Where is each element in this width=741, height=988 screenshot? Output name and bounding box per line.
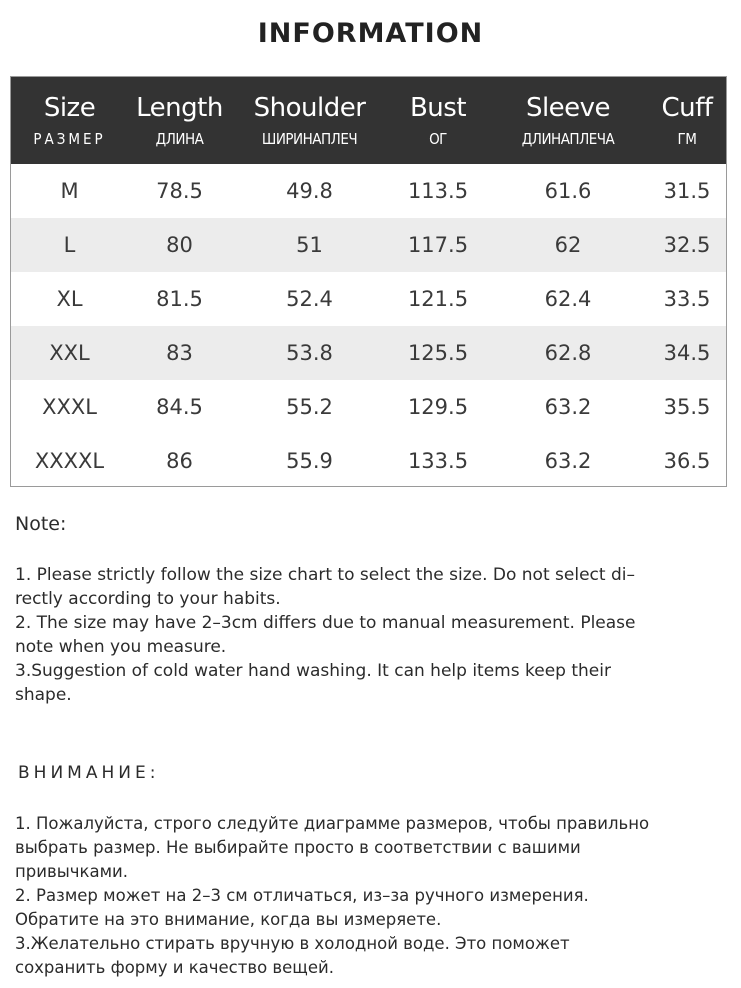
table-row	[11, 434, 726, 487]
ru-note-line: привычками.	[15, 862, 128, 881]
cell-bust: 121.5	[407, 287, 469, 311]
note-line: 2. The size may have 2–3cm differs due to manual measurement. Please	[15, 613, 636, 633]
header-label-en: Bust	[409, 92, 467, 123]
cell-size: XXXL	[42, 395, 97, 419]
ru-note-heading: ВНИМАНИЕ:	[18, 763, 160, 783]
ru-note-line: выбрать размер. Не выбирайте просто в соответствии с вашими	[15, 838, 581, 857]
cell-size: XXXXL	[34, 449, 105, 473]
cell-sleeve: 61.6	[544, 179, 592, 203]
header-label-en: Size	[43, 92, 96, 123]
cell-shoulder: 55.2	[286, 395, 333, 419]
cell-cuff: 34.5	[663, 341, 711, 365]
header-label-en: Shoulder	[253, 92, 366, 123]
table-row	[11, 380, 726, 434]
cell-sleeve: 62.8	[544, 341, 592, 365]
note-heading: Note:	[15, 513, 67, 535]
table-row	[11, 326, 726, 380]
cell-shoulder: 55.9	[286, 449, 333, 473]
table-header	[11, 77, 726, 164]
cell-cuff: 35.5	[663, 395, 711, 419]
cell-sleeve: 62.4	[544, 287, 592, 311]
cell-length: 81.5	[156, 287, 203, 311]
ru-note-line: сохранить форму и качество вещей.	[15, 958, 334, 977]
header-label-ru: ГМ	[677, 129, 697, 148]
cell-cuff: 31.5	[663, 179, 711, 203]
table-row	[11, 164, 726, 218]
cell-shoulder: 49.8	[286, 179, 333, 203]
header-label-ru: ОГ	[429, 129, 447, 148]
header-sleeve	[488, 77, 648, 164]
cell-length: 84.5	[156, 395, 203, 419]
table-row	[11, 272, 726, 326]
cell-sleeve: 63.2	[544, 449, 592, 473]
cell-size: XL	[56, 287, 83, 311]
ru-note-line: Обратите на это внимание, когда вы измеряете.	[15, 910, 442, 929]
cell-size: L	[63, 233, 76, 257]
header-bust	[388, 77, 488, 164]
cell-cuff: 36.5	[663, 449, 711, 473]
header-label-en: Sleeve	[525, 92, 611, 123]
cell-bust: 125.5	[407, 341, 469, 365]
cell-bust: 129.5	[407, 395, 469, 419]
cell-length: 83	[166, 341, 193, 365]
header-size	[11, 77, 128, 164]
size-chart-table	[10, 76, 727, 487]
cell-bust: 133.5	[407, 449, 469, 473]
note-line: note when you measure.	[15, 637, 227, 657]
header-label-ru: ШИРИНАПЛЕЧ	[261, 129, 358, 148]
cell-size: XXL	[49, 341, 90, 365]
table-row	[11, 218, 726, 272]
ru-note-line: 1. Пожалуйста, строго следуйте диаграмме размеров, чтобы правильно	[15, 814, 650, 833]
header-label-ru: ДЛИНА	[155, 129, 204, 148]
cell-cuff: 32.5	[663, 233, 711, 257]
cell-length: 86	[166, 449, 193, 473]
header-label-en: Cuff	[661, 92, 713, 123]
cell-length: 80	[166, 233, 193, 257]
header-label-ru: ДЛИНАПЛЕЧА	[521, 129, 615, 148]
cell-size: M	[60, 179, 79, 203]
note-body	[15, 563, 725, 707]
cell-bust: 117.5	[407, 233, 469, 257]
page-title: INFORMATION	[257, 18, 484, 49]
header-length	[128, 77, 231, 164]
header-shoulder	[231, 77, 388, 164]
cell-length: 78.5	[156, 179, 203, 203]
cell-shoulder: 53.8	[286, 341, 333, 365]
note-line: shape.	[15, 685, 72, 705]
note-line: 3.Suggestion of cold water hand washing. It can help items keep their	[15, 661, 611, 681]
note-line: 1. Please strictly follow the size chart to select the size. Do not select di–	[15, 565, 635, 585]
cell-sleeve: 63.2	[544, 395, 592, 419]
cell-shoulder: 51	[296, 233, 323, 257]
header-cuff	[648, 77, 726, 164]
cell-sleeve: 62	[554, 233, 582, 257]
cell-bust: 113.5	[407, 179, 469, 203]
ru-note-body	[15, 812, 725, 980]
header-label-ru: РАЗМЕР	[33, 129, 106, 148]
note-line: rectly according to your habits.	[15, 589, 281, 609]
header-label-en: Length	[136, 92, 223, 123]
cell-cuff: 33.5	[663, 287, 711, 311]
ru-note-line: 3.Желательно стирать вручную в холодной воде. Это поможет	[15, 934, 570, 953]
ru-note-line: 2. Размер может на 2–3 см отличаться, из–за ручного измерения.	[15, 886, 589, 905]
cell-shoulder: 52.4	[286, 287, 333, 311]
